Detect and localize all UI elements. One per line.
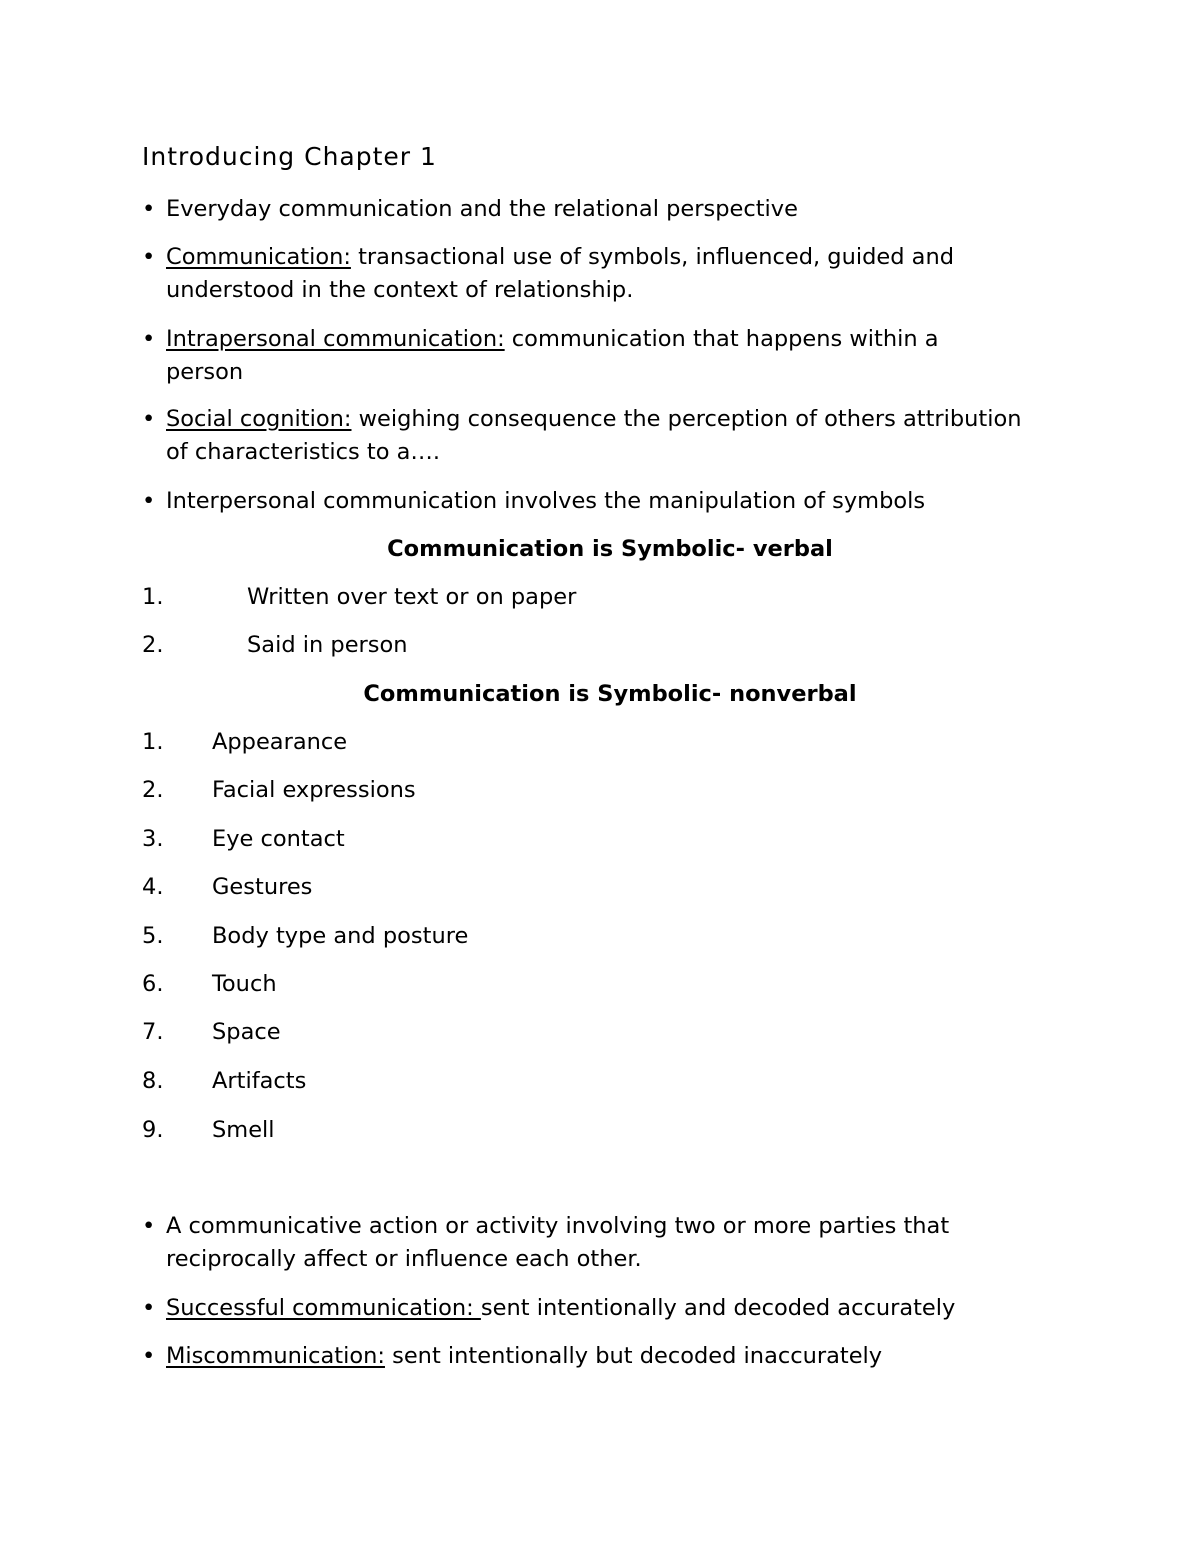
nonverbal-list-item xyxy=(142,1114,275,1147)
nonverbal-list-item xyxy=(142,1065,306,1098)
bullet-icon: • xyxy=(142,196,156,222)
bullet-social-cognition-definition xyxy=(142,403,1022,469)
item-number: 7. xyxy=(142,1019,164,1045)
bullet-intrapersonal-definition xyxy=(142,323,1022,389)
item-number: 1. xyxy=(142,729,164,755)
bullet-icon: • xyxy=(142,1213,156,1239)
item-text: Gestures xyxy=(212,874,313,900)
item-text: Eye contact xyxy=(212,826,345,852)
term-label: Intrapersonal communication: xyxy=(166,326,505,352)
item-number: 4. xyxy=(142,874,164,900)
page-title: Introducing Chapter 1 xyxy=(142,142,437,171)
item-number: 5. xyxy=(142,923,164,949)
nonverbal-list-item xyxy=(142,823,345,856)
item-number: 9. xyxy=(142,1117,164,1143)
bullet-icon: • xyxy=(142,406,156,432)
bullet-icon: • xyxy=(142,1295,156,1321)
term-label: Communication: xyxy=(166,244,351,270)
item-text: Space xyxy=(212,1019,281,1045)
bullet-everyday-communication xyxy=(142,193,1022,226)
nonverbal-list-item xyxy=(142,1016,281,1049)
item-number: 1. xyxy=(142,584,164,610)
definition-text: sent intentionally and decoded accurately xyxy=(480,1295,956,1321)
term-label: Miscommunication: xyxy=(166,1343,385,1369)
bullet-interpersonal-communication xyxy=(142,485,1022,518)
nonverbal-list-item xyxy=(142,726,347,759)
bullet-text: Everyday communication and the relational perspective xyxy=(166,196,798,222)
bullet-successful-communication xyxy=(142,1292,1022,1325)
item-number: 3. xyxy=(142,826,164,852)
item-number: 6. xyxy=(142,971,164,997)
nonverbal-list-item xyxy=(142,871,312,904)
item-text: Written over text or on paper xyxy=(247,584,577,610)
bullet-communication-definition xyxy=(142,241,1022,307)
term-label: Successful communication: xyxy=(166,1295,481,1321)
nonverbal-heading: Communication is Symbolic- nonverbal xyxy=(363,681,857,707)
bullet-icon: • xyxy=(142,326,156,352)
verbal-heading: Communication is Symbolic- verbal xyxy=(387,536,833,562)
bullet-miscommunication xyxy=(142,1340,1022,1373)
item-text: Touch xyxy=(212,971,277,997)
bullet-icon: • xyxy=(142,488,156,514)
verbal-list-item xyxy=(142,581,576,614)
nonverbal-list-item xyxy=(142,920,468,953)
definition-text: communication that happens within a person xyxy=(166,326,939,385)
item-text: Said in person xyxy=(247,632,408,658)
item-text: Appearance xyxy=(212,729,348,755)
term-label: Social cognition: xyxy=(166,406,352,432)
definition-text: transactional use of symbols, influenced, guided and understood in the context of relationship. xyxy=(166,244,954,303)
bullet-text: Interpersonal communication involves the manipulation of symbols xyxy=(166,488,926,514)
item-text: Smell xyxy=(212,1117,275,1143)
definition-text: sent intentionally but decoded inaccurately xyxy=(384,1343,883,1369)
verbal-list-item xyxy=(142,629,408,662)
nonverbal-list-item xyxy=(142,774,416,807)
nonverbal-list-item xyxy=(142,968,277,1001)
bullet-icon: • xyxy=(142,244,156,270)
bullet-communicative-action xyxy=(142,1210,1022,1276)
item-number: 2. xyxy=(142,632,164,658)
item-number: 2. xyxy=(142,777,164,803)
bullet-icon: • xyxy=(142,1343,156,1369)
item-text: Facial expressions xyxy=(212,777,416,803)
item-text: Body type and posture xyxy=(212,923,469,949)
bullet-text: A communicative action or activity involving two or more parties that reciprocally affect or influence each other. xyxy=(166,1213,950,1272)
item-number: 8. xyxy=(142,1068,164,1094)
item-text: Artifacts xyxy=(212,1068,307,1094)
definition-text: weighing consequence the perception of others attribution of characteristics to a…. xyxy=(166,406,1022,465)
